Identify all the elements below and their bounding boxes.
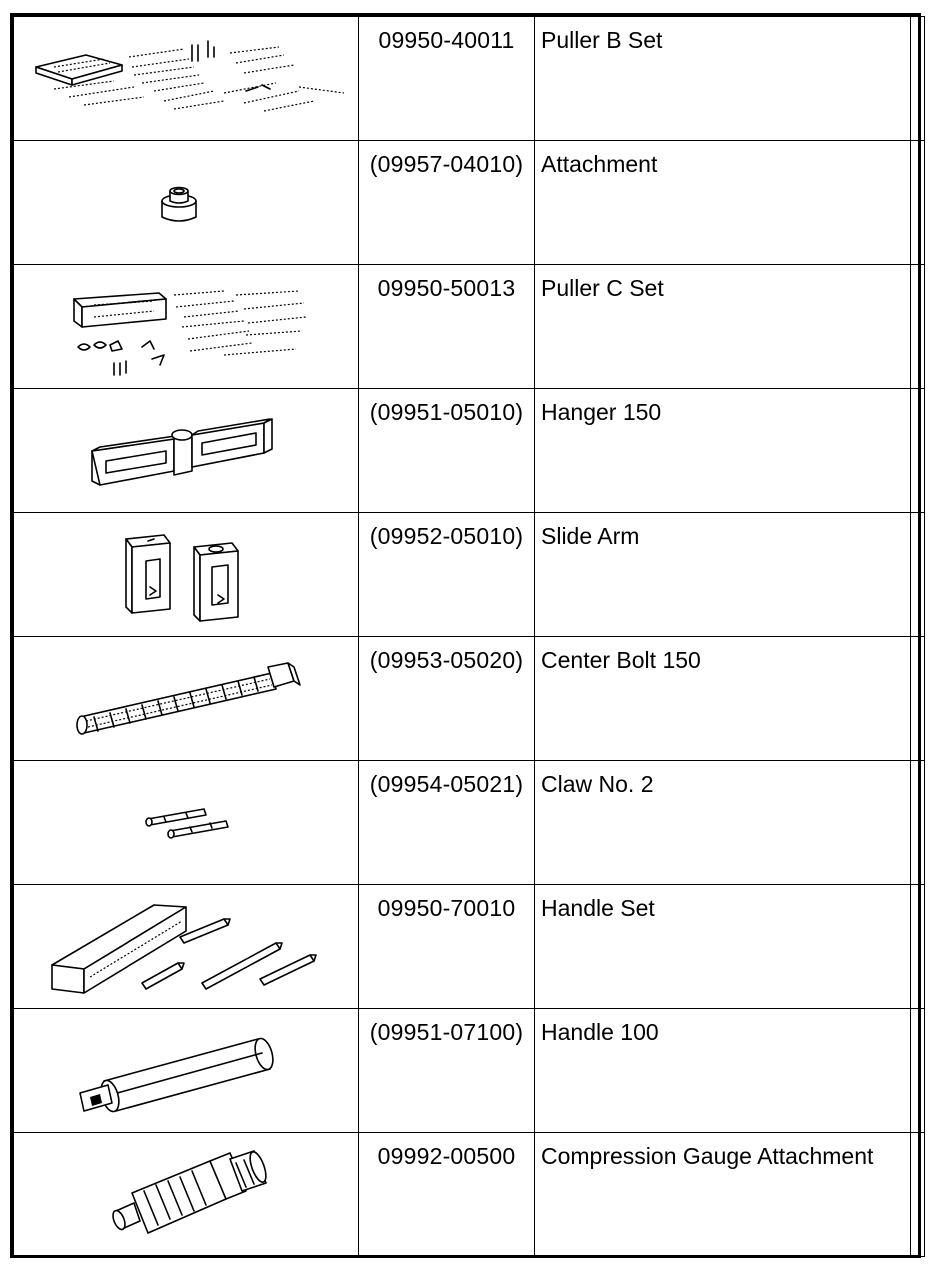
part-name: Puller C Set — [535, 265, 911, 389]
hanger-illustration — [14, 389, 359, 513]
slide-arm-illustration — [14, 513, 359, 637]
blank-cell — [911, 761, 925, 885]
table-row — [14, 1133, 925, 1257]
blank-cell — [911, 265, 925, 389]
part-name: Handle Set — [535, 885, 911, 1009]
blank-cell — [911, 389, 925, 513]
handle-set-illustration — [14, 885, 359, 1009]
part-name: Hanger 150 — [535, 389, 911, 513]
part-number: 09950-40011 — [359, 17, 535, 141]
part-name: Puller B Set — [535, 17, 911, 141]
center-bolt-illustration — [14, 637, 359, 761]
tool-list-sheet — [10, 13, 921, 1258]
blank-cell — [911, 513, 925, 637]
part-number: 09950-50013 — [359, 265, 535, 389]
blank-cell — [911, 885, 925, 1009]
table-row — [14, 141, 925, 265]
part-number: (09951-05010) — [359, 389, 535, 513]
blank-cell — [911, 141, 925, 265]
table-row — [14, 761, 925, 885]
blank-cell — [911, 637, 925, 761]
part-number: (09952-05010) — [359, 513, 535, 637]
blank-cell — [911, 1133, 925, 1257]
handle-illustration — [14, 1009, 359, 1133]
puller-c-set-illustration — [14, 265, 359, 389]
part-name: Compression Gauge Attachment — [535, 1133, 911, 1257]
part-number: (09953-05020) — [359, 637, 535, 761]
table-row — [14, 1009, 925, 1133]
compression-gauge-attachment-illustration — [14, 1133, 359, 1257]
table-row — [14, 885, 925, 1009]
part-number: 09992-00500 — [359, 1133, 535, 1257]
part-number: (09954-05021) — [359, 761, 535, 885]
table-row — [14, 389, 925, 513]
part-number: (09951-07100) — [359, 1009, 535, 1133]
part-name: Slide Arm — [535, 513, 911, 637]
claw-illustration — [14, 761, 359, 885]
table-row — [14, 637, 925, 761]
part-number: 09950-70010 — [359, 885, 535, 1009]
puller-b-set-illustration — [14, 17, 359, 141]
table-row — [14, 17, 925, 141]
attachment-illustration — [14, 141, 359, 265]
part-name: Handle 100 — [535, 1009, 911, 1133]
table-row — [14, 265, 925, 389]
blank-cell — [911, 17, 925, 141]
tool-table — [13, 16, 925, 1257]
part-name: Center Bolt 150 — [535, 637, 911, 761]
part-name: Claw No. 2 — [535, 761, 911, 885]
part-number: (09957-04010) — [359, 141, 535, 265]
table-row — [14, 513, 925, 637]
part-name: Attachment — [535, 141, 911, 265]
blank-cell — [911, 1009, 925, 1133]
